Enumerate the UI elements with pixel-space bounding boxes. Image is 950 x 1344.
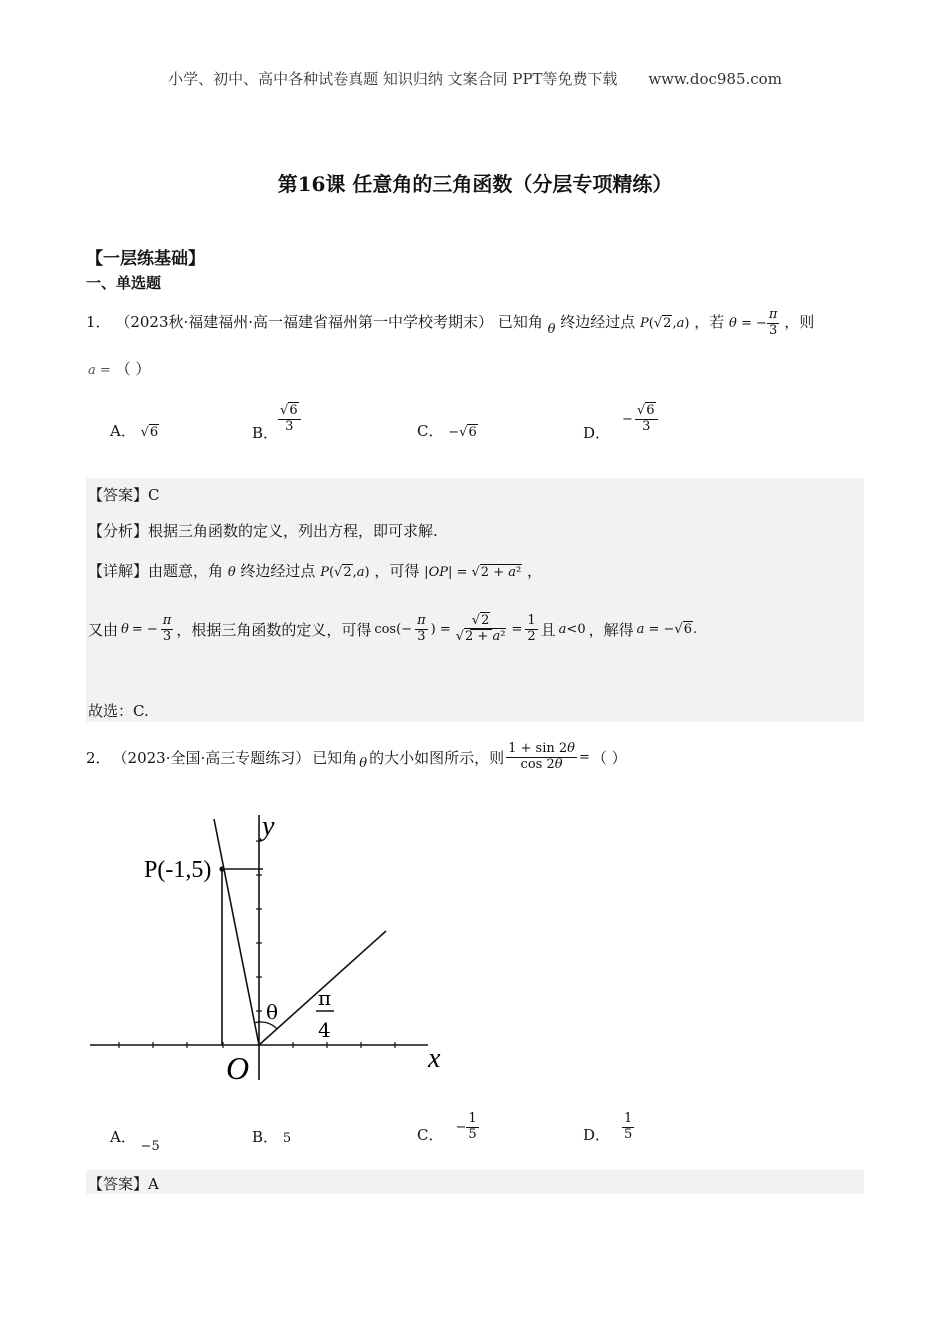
- q2-figure: [86, 805, 456, 1095]
- q1-detail-line2: 又由 θ = − $\frac{\pi}{3}$ ，根据三角函数的定义，可得 cos(− $\frac{\pi}{3}$ ) = $\frac{√2}{\text{√2 + a²}}$ = $\frac{1}{2}$ 且 a<0 ，解得 a = −√6.: [88, 613, 698, 644]
- q2-number: 2．: [86, 748, 111, 767]
- q2-option-a-value: −5: [140, 1139, 160, 1154]
- q2-answer-value: A: [148, 1175, 159, 1193]
- q1-stem-line2: [88, 358, 150, 379]
- q1-stem-b: 终边经过点: [560, 312, 636, 331]
- q1-detail-line1: 【详解】由题意，角 θ 终边经过点 P(√2,a) ，可得 |OP| = √2 + a² ，: [88, 562, 543, 580]
- header-site[interactable]: www.doc985.com: [648, 70, 782, 88]
- q2-option-b[interactable]: B． 5: [252, 1128, 292, 1146]
- four-label: 4: [318, 1018, 331, 1042]
- q1-theta-eq: θ = − $\frac{\pi}{3}$: [729, 307, 778, 338]
- q2-expression: $\frac{1 + \sin 2\theta}{\cos 2\theta}$: [508, 741, 575, 772]
- point-p-label: P(-1,5): [144, 857, 212, 883]
- q1-option-c[interactable]: C． −√6: [417, 422, 477, 440]
- q1-stem: [86, 308, 814, 339]
- point-p: [219, 866, 224, 871]
- q1-number: 1．: [86, 312, 111, 331]
- q1-stem-d: ，则: [784, 312, 815, 331]
- q1-option-d-value: $\frac{√6}{3}$: [635, 404, 658, 435]
- section-level: 【一层练基础】: [86, 249, 205, 269]
- q2-option-b-value: 5: [282, 1131, 292, 1146]
- q2-stem: 2． （2023·全国·高三专题练习） 已知角 θ 的大小如图所示，则 $\frac{1 + \sin 2\theta}{\cos 2\theta}$ = （ ）: [86, 741, 627, 772]
- q1-blank: （ ）: [115, 360, 151, 378]
- q1-solution-block: [86, 478, 864, 722]
- q1-option-d[interactable]: D． − $\frac{√6}{3}$: [583, 396, 658, 443]
- q1-a-eq: a =: [88, 363, 111, 378]
- q2-option-a[interactable]: A． −5: [110, 1128, 160, 1154]
- q1-stem-c: ，若: [694, 312, 725, 331]
- q1-analysis: 【分析】根据三角函数的定义，列出方程，即可求解.: [88, 522, 438, 540]
- q2-answer: 【答案】A: [88, 1175, 159, 1193]
- page-title: 第16课 任意角的三角函数（分层专项精练）: [277, 172, 673, 196]
- q1-analysis-text: 根据三角函数的定义，列出方程，即可求解.: [148, 522, 438, 540]
- theta-label: θ: [266, 1000, 279, 1024]
- y-axis-label: y: [262, 811, 275, 842]
- header-text: 小学、初中、高中各种试卷真题 知识归纳 文案合同 PPT等免费下载: [168, 70, 618, 88]
- q1-answer-value: C: [148, 486, 160, 504]
- q1-option-a[interactable]: A． √6: [110, 422, 159, 440]
- q2-option-d[interactable]: D． $\frac{1}{5}$: [583, 1111, 633, 1144]
- x-axis-label: x: [428, 1043, 441, 1074]
- page-header: [0, 68, 950, 89]
- q1-theta: θ: [547, 321, 556, 337]
- origin-label: O: [226, 1050, 250, 1086]
- terminal-side: [214, 819, 259, 1045]
- q1-option-c-value: −√6: [448, 425, 477, 440]
- q2-option-c[interactable]: C． − $\frac{1}{5}$: [417, 1111, 477, 1144]
- q1-source: （2023秋·福建福州·高一福建省福州第一中学校考期末）: [115, 312, 494, 331]
- section-type: 一、单选题: [86, 274, 162, 292]
- q1-stem-a: 已知角: [497, 312, 543, 331]
- q1-option-a-value: √6: [140, 425, 159, 440]
- q1-answer: 【答案】C: [88, 486, 160, 504]
- q2-option-d-value: $\frac{1}{5}$: [624, 1111, 633, 1142]
- q1-point: P(√2,a): [640, 315, 690, 331]
- q2-solution-block: [86, 1170, 864, 1194]
- q2-option-c-value: $\frac{1}{5}$: [468, 1111, 477, 1142]
- q1-conclusion: 故选：C.: [88, 702, 149, 720]
- q1-option-b[interactable]: B． $\frac{√6}{3}$: [252, 396, 301, 443]
- q2-source: （2023·全国·高三专题练习）: [112, 748, 311, 767]
- pi-label: π: [318, 986, 332, 1010]
- q1-option-b-value: $\frac{√6}{3}$: [278, 404, 301, 435]
